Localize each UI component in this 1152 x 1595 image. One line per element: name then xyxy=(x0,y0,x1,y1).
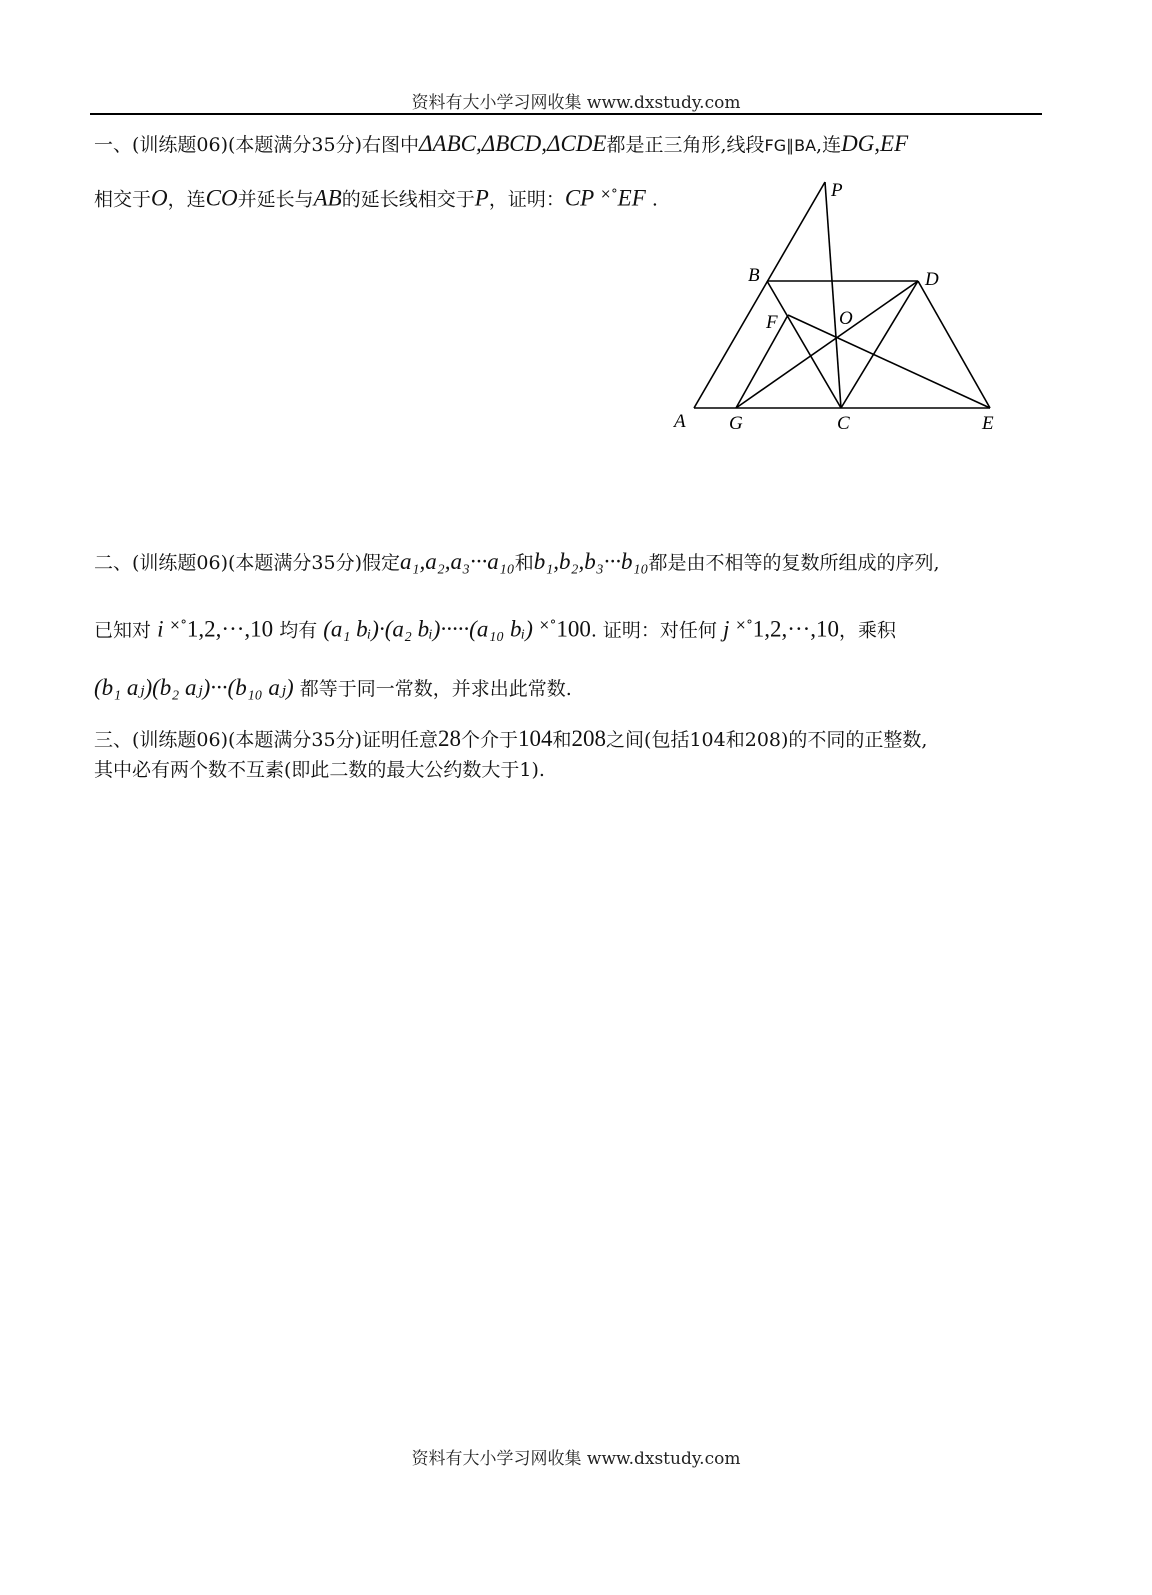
label-o: O xyxy=(839,308,853,329)
garbled-symbol: ×° xyxy=(735,618,753,633)
problem1-line2-e: ，证明： xyxy=(488,188,565,211)
problem3-mid1: 个介于 xyxy=(461,729,519,751)
line-b-c xyxy=(767,281,841,408)
header-rule xyxy=(90,113,1042,115)
problem2-suffix: 都是由不相等的复数所组成的序列, xyxy=(648,552,940,574)
problem1-fg: FG∥BA xyxy=(764,136,817,155)
index-j: j xyxy=(722,616,730,642)
garbled-symbol: ×° xyxy=(600,187,618,202)
segment-co: CO xyxy=(205,185,238,211)
problem1-line1 xyxy=(94,132,908,158)
segment-ef: EF xyxy=(617,185,646,211)
point-o: O xyxy=(151,185,168,211)
number-104: 104 xyxy=(518,726,553,751)
segment-ab: AB xyxy=(313,185,342,211)
page-header: 资料有大小学习网收集 www.dxstudy.com xyxy=(411,93,741,113)
problem1-line2-d: 的延长线相交于 xyxy=(341,188,475,211)
label-a: A xyxy=(674,411,686,432)
segment-cp: CP xyxy=(564,185,595,211)
product-b-a: (b₁ aⱼ)(b₂ aⱼ)···(b₁₀ aⱼ) xyxy=(94,675,294,700)
range-i: 1,2,···,10 xyxy=(186,616,274,642)
product-a-b: (a₁ bᵢ)·(a₂ bᵢ)·····(a₁₀ bᵢ) xyxy=(323,616,533,642)
point-p: P xyxy=(474,185,489,211)
sequence-b: b₁,b₂,b₃···b₁₀ xyxy=(533,549,649,574)
problem1-line2 xyxy=(94,183,658,211)
problem1-line2-a: 相交于 xyxy=(94,188,152,211)
problem3-line2: 其中必有两个数不互素(即此二数的最大公约数大于1). xyxy=(94,759,545,781)
problem1-line2-c: 并延长与 xyxy=(237,188,314,211)
number-208: 208 xyxy=(571,726,607,751)
line-d-g xyxy=(736,281,918,408)
problem1-mid: 都是正三角形,线段 xyxy=(606,134,765,156)
line-d-e xyxy=(918,281,990,408)
problem2-line3-b: 都等于同一常数，并求出此常数. xyxy=(299,678,572,700)
problem2-line1 xyxy=(94,550,940,575)
problem2-line2-c: . 证明：对任何 xyxy=(590,619,717,642)
range-j: 1,2,···,10 xyxy=(752,616,840,642)
problem2-line2-a: 已知对 xyxy=(94,619,152,642)
garbled-symbol: ×° xyxy=(169,618,187,633)
line-a-p xyxy=(694,182,825,408)
problem1-mid2: ,连 xyxy=(816,134,842,156)
problem1-triangles: ΔABC,ΔBCD,ΔCDE xyxy=(419,131,607,156)
line-f-g xyxy=(736,315,788,408)
problem3-mid2: 和 xyxy=(552,729,572,751)
problem2-and: 和 xyxy=(514,552,534,574)
problem3-mid3: 之间(包括104和208)的不同的正整数, xyxy=(606,729,928,751)
label-c: C xyxy=(837,413,850,434)
problem2-prefix: 二、(训练题06)(本题满分35分)假定 xyxy=(94,552,401,574)
label-p: P xyxy=(831,180,843,201)
problem3-prefix: 三、(训练题06)(本题满分35分)证明任意 xyxy=(94,729,439,751)
number-28: 28 xyxy=(438,726,462,751)
line-c-p xyxy=(825,182,841,408)
label-g: G xyxy=(729,413,743,434)
label-b: B xyxy=(748,265,760,286)
problem2-line2-b: 均有 xyxy=(279,619,318,642)
label-d: D xyxy=(925,269,939,290)
problem2-line2-d: ，乘积 xyxy=(839,619,897,642)
problem1-dgef: DG,EF xyxy=(841,131,909,156)
sequence-a: a₁,a₂,a₃···a₁₀ xyxy=(400,549,515,574)
geometry-figure xyxy=(668,176,1008,440)
page-footer: 资料有大小学习网收集 www.dxstudy.com xyxy=(411,1449,741,1469)
problem1-prefix: 一、(训练题06)(本题满分35分)右图中 xyxy=(94,134,420,156)
problem2-line3 xyxy=(94,676,572,701)
garbled-symbol: ×° xyxy=(538,618,557,633)
label-f: F xyxy=(766,312,778,333)
value-100: 100 xyxy=(556,616,591,642)
label-e: E xyxy=(982,413,994,434)
problem1-end: . xyxy=(651,188,658,211)
problem1-line2-b: ，连 xyxy=(167,188,206,211)
problem3-line1 xyxy=(94,727,927,752)
problem2-line2 xyxy=(94,614,896,642)
index-i: i xyxy=(157,616,164,642)
